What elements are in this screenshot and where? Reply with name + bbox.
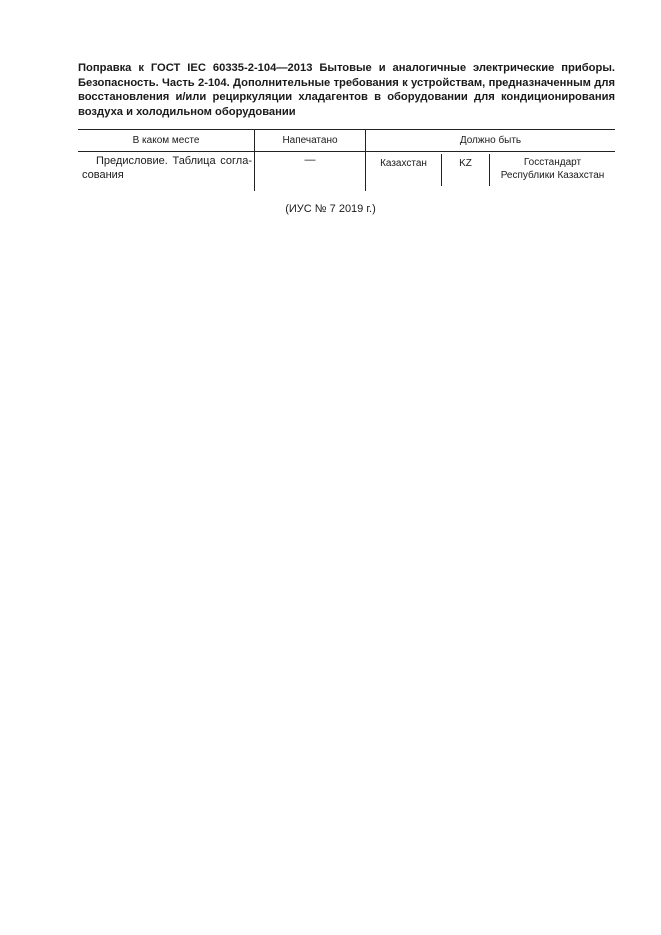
table-row [78, 152, 615, 192]
header-should-be: Должно быть [366, 130, 616, 152]
agency-line-2: Республики Казахстан [500, 170, 605, 181]
header-printed: Напечатано [255, 130, 366, 152]
agency-line-1: Госстандарт [523, 157, 582, 168]
cell-where [78, 152, 255, 192]
cell-should-be [366, 152, 616, 192]
table-header-row [78, 130, 615, 152]
should-country: Казахстан [366, 154, 442, 186]
document-title: Поправка к ГОСТ IEC 60335-2-104—2013 Бытовые и аналогичные электрические приборы. Безопасность. Часть 2-104. Дополнительные требования к устройствам, предназначенным для восстановления и/или рециркуляции хладагентов в оборудовании для кондиционирования воздуха и холодильном оборудовании [78, 62, 615, 118]
source-note: (ИУС № 7 2019 г.) [285, 203, 376, 215]
header-where: В каком месте [78, 130, 255, 152]
errata-table [78, 129, 615, 191]
cell-printed: — [255, 152, 366, 192]
should-code: KZ [442, 154, 490, 186]
cell-where-text: Предисловие. Таблица согла-сования [82, 155, 252, 181]
should-agency [490, 152, 615, 188]
